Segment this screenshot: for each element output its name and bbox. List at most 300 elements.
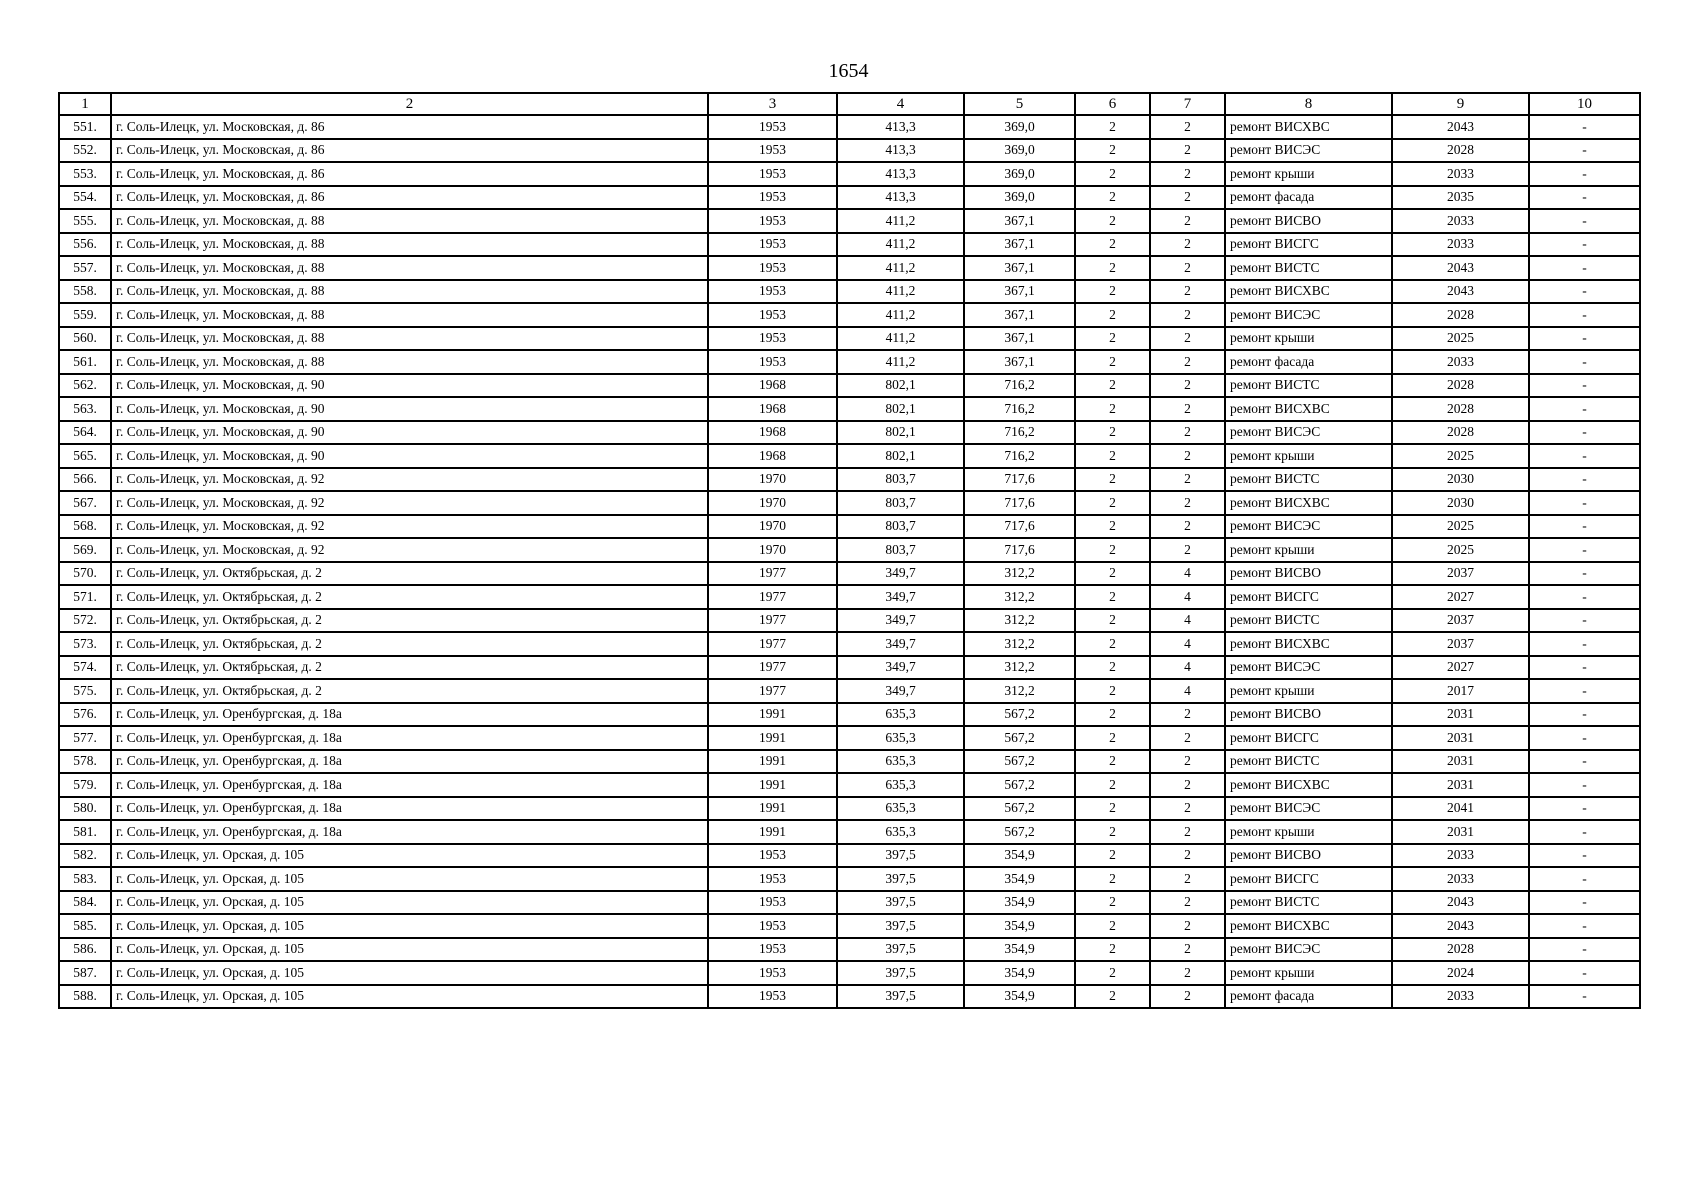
column-header-5: 5 [964, 93, 1075, 115]
cell-row-number: 585. [59, 914, 111, 938]
cell-floors: 2 [1075, 209, 1150, 233]
cell-year-built: 1953 [708, 256, 837, 280]
cell-living-area: 354,9 [964, 985, 1075, 1009]
table-row [59, 726, 1640, 750]
cell-entrances: 2 [1150, 797, 1225, 821]
cell-floors: 2 [1075, 679, 1150, 703]
column-header-10: 10 [1529, 93, 1640, 115]
cell-address: г. Соль-Илецк, ул. Орская, д. 105 [111, 938, 708, 962]
cell-note: - [1529, 632, 1640, 656]
column-header-2: 2 [111, 93, 708, 115]
cell-living-area: 312,2 [964, 632, 1075, 656]
cell-entrances: 2 [1150, 303, 1225, 327]
cell-work-type: ремонт ВИСЭС [1225, 139, 1392, 163]
cell-note: - [1529, 985, 1640, 1009]
cell-work-type: ремонт крыши [1225, 444, 1392, 468]
cell-note: - [1529, 797, 1640, 821]
cell-address: г. Соль-Илецк, ул. Орская, д. 105 [111, 844, 708, 868]
cell-total-area: 803,7 [837, 515, 964, 539]
cell-living-area: 312,2 [964, 656, 1075, 680]
cell-row-number: 567. [59, 491, 111, 515]
cell-year-built: 1968 [708, 397, 837, 421]
cell-living-area: 567,2 [964, 750, 1075, 774]
cell-floors: 2 [1075, 350, 1150, 374]
column-header-3: 3 [708, 93, 837, 115]
column-header-4: 4 [837, 93, 964, 115]
cell-living-area: 717,6 [964, 491, 1075, 515]
table-row [59, 844, 1640, 868]
cell-floors: 2 [1075, 891, 1150, 915]
cell-planned-year: 2025 [1392, 538, 1529, 562]
cell-entrances: 2 [1150, 750, 1225, 774]
cell-row-number: 558. [59, 280, 111, 304]
cell-note: - [1529, 139, 1640, 163]
cell-year-built: 1953 [708, 327, 837, 351]
cell-floors: 2 [1075, 374, 1150, 398]
cell-floors: 2 [1075, 938, 1150, 962]
cell-note: - [1529, 867, 1640, 891]
cell-entrances: 2 [1150, 280, 1225, 304]
cell-address: г. Соль-Илецк, ул. Орская, д. 105 [111, 891, 708, 915]
cell-planned-year: 2035 [1392, 186, 1529, 210]
cell-floors: 2 [1075, 703, 1150, 727]
cell-planned-year: 2028 [1392, 139, 1529, 163]
cell-entrances: 2 [1150, 186, 1225, 210]
cell-living-area: 367,1 [964, 350, 1075, 374]
cell-work-type: ремонт ВИСГС [1225, 726, 1392, 750]
table-row [59, 327, 1640, 351]
cell-row-number: 574. [59, 656, 111, 680]
cell-address: г. Соль-Илецк, ул. Оренбургская, д. 18а [111, 820, 708, 844]
cell-living-area: 367,1 [964, 303, 1075, 327]
cell-work-type: ремонт ВИСТС [1225, 891, 1392, 915]
cell-address: г. Соль-Илецк, ул. Московская, д. 88 [111, 350, 708, 374]
cell-total-area: 411,2 [837, 327, 964, 351]
cell-planned-year: 2028 [1392, 397, 1529, 421]
cell-floors: 2 [1075, 562, 1150, 586]
cell-planned-year: 2037 [1392, 632, 1529, 656]
cell-living-area: 716,2 [964, 397, 1075, 421]
cell-floors: 2 [1075, 303, 1150, 327]
cell-row-number: 556. [59, 233, 111, 257]
cell-total-area: 635,3 [837, 750, 964, 774]
cell-total-area: 397,5 [837, 914, 964, 938]
cell-year-built: 1991 [708, 797, 837, 821]
cell-note: - [1529, 726, 1640, 750]
cell-floors: 2 [1075, 186, 1150, 210]
cell-entrances: 2 [1150, 397, 1225, 421]
cell-address: г. Соль-Илецк, ул. Московская, д. 88 [111, 233, 708, 257]
table-row [59, 233, 1640, 257]
cell-entrances: 2 [1150, 985, 1225, 1009]
cell-note: - [1529, 186, 1640, 210]
cell-entrances: 2 [1150, 421, 1225, 445]
cell-note: - [1529, 374, 1640, 398]
table-row [59, 468, 1640, 492]
cell-living-area: 716,2 [964, 421, 1075, 445]
cell-work-type: ремонт ВИСХВС [1225, 280, 1392, 304]
cell-total-area: 413,3 [837, 162, 964, 186]
cell-address: г. Соль-Илецк, ул. Московская, д. 86 [111, 162, 708, 186]
cell-work-type: ремонт ВИСТС [1225, 750, 1392, 774]
cell-row-number: 582. [59, 844, 111, 868]
cell-year-built: 1991 [708, 820, 837, 844]
cell-row-number: 571. [59, 585, 111, 609]
cell-living-area: 717,6 [964, 515, 1075, 539]
cell-planned-year: 2043 [1392, 280, 1529, 304]
cell-year-built: 1991 [708, 750, 837, 774]
cell-row-number: 561. [59, 350, 111, 374]
cell-floors: 2 [1075, 327, 1150, 351]
cell-work-type: ремонт крыши [1225, 961, 1392, 985]
cell-note: - [1529, 938, 1640, 962]
cell-row-number: 577. [59, 726, 111, 750]
cell-living-area: 567,2 [964, 820, 1075, 844]
cell-entrances: 2 [1150, 350, 1225, 374]
table-row [59, 115, 1640, 139]
cell-note: - [1529, 750, 1640, 774]
table-row [59, 632, 1640, 656]
cell-planned-year: 2033 [1392, 985, 1529, 1009]
cell-entrances: 2 [1150, 938, 1225, 962]
cell-address: г. Соль-Илецк, ул. Октябрьская, д. 2 [111, 632, 708, 656]
cell-note: - [1529, 397, 1640, 421]
cell-living-area: 716,2 [964, 374, 1075, 398]
cell-entrances: 2 [1150, 820, 1225, 844]
cell-work-type: ремонт ВИСЭС [1225, 938, 1392, 962]
cell-note: - [1529, 256, 1640, 280]
cell-living-area: 369,0 [964, 186, 1075, 210]
table-row [59, 186, 1640, 210]
cell-total-area: 397,5 [837, 938, 964, 962]
table-row [59, 750, 1640, 774]
cell-address: г. Соль-Илецк, ул. Московская, д. 88 [111, 280, 708, 304]
cell-note: - [1529, 162, 1640, 186]
table-row [59, 562, 1640, 586]
cell-work-type: ремонт ВИСЭС [1225, 303, 1392, 327]
cell-planned-year: 2028 [1392, 374, 1529, 398]
cell-floors: 2 [1075, 961, 1150, 985]
cell-row-number: 579. [59, 773, 111, 797]
cell-floors: 2 [1075, 139, 1150, 163]
cell-total-area: 803,7 [837, 468, 964, 492]
cell-total-area: 803,7 [837, 491, 964, 515]
cell-entrances: 4 [1150, 562, 1225, 586]
cell-entrances: 4 [1150, 585, 1225, 609]
cell-entrances: 2 [1150, 209, 1225, 233]
cell-planned-year: 2033 [1392, 162, 1529, 186]
page-number: 1654 [828, 60, 869, 82]
cell-row-number: 566. [59, 468, 111, 492]
cell-row-number: 554. [59, 186, 111, 210]
cell-living-area: 312,2 [964, 609, 1075, 633]
cell-note: - [1529, 609, 1640, 633]
cell-planned-year: 2030 [1392, 468, 1529, 492]
cell-year-built: 1970 [708, 468, 837, 492]
cell-year-built: 1968 [708, 374, 837, 398]
cell-note: - [1529, 703, 1640, 727]
cell-work-type: ремонт ВИСВО [1225, 844, 1392, 868]
cell-work-type: ремонт крыши [1225, 327, 1392, 351]
cell-note: - [1529, 679, 1640, 703]
cell-year-built: 1953 [708, 280, 837, 304]
cell-entrances: 2 [1150, 233, 1225, 257]
cell-planned-year: 2028 [1392, 421, 1529, 445]
cell-planned-year: 2033 [1392, 844, 1529, 868]
cell-work-type: ремонт ВИСХВС [1225, 632, 1392, 656]
cell-planned-year: 2028 [1392, 938, 1529, 962]
cell-note: - [1529, 350, 1640, 374]
cell-note: - [1529, 961, 1640, 985]
cell-address: г. Соль-Илецк, ул. Оренбургская, д. 18а [111, 797, 708, 821]
cell-planned-year: 2025 [1392, 515, 1529, 539]
cell-total-area: 349,7 [837, 585, 964, 609]
cell-note: - [1529, 303, 1640, 327]
cell-total-area: 413,3 [837, 186, 964, 210]
cell-total-area: 802,1 [837, 421, 964, 445]
cell-year-built: 1953 [708, 233, 837, 257]
cell-address: г. Соль-Илецк, ул. Московская, д. 86 [111, 115, 708, 139]
cell-note: - [1529, 773, 1640, 797]
cell-living-area: 312,2 [964, 585, 1075, 609]
cell-year-built: 1977 [708, 656, 837, 680]
cell-year-built: 1977 [708, 609, 837, 633]
cell-planned-year: 2037 [1392, 609, 1529, 633]
cell-total-area: 411,2 [837, 350, 964, 374]
cell-year-built: 1977 [708, 562, 837, 586]
cell-year-built: 1991 [708, 726, 837, 750]
cell-work-type: ремонт ВИСЭС [1225, 421, 1392, 445]
cell-work-type: ремонт ВИСВО [1225, 703, 1392, 727]
cell-total-area: 802,1 [837, 444, 964, 468]
cell-address: г. Соль-Илецк, ул. Октябрьская, д. 2 [111, 679, 708, 703]
cell-work-type: ремонт ВИСХВС [1225, 397, 1392, 421]
cell-total-area: 397,5 [837, 844, 964, 868]
cell-planned-year: 2033 [1392, 867, 1529, 891]
table-row [59, 515, 1640, 539]
cell-work-type: ремонт ВИСВО [1225, 562, 1392, 586]
cell-note: - [1529, 656, 1640, 680]
cell-row-number: 575. [59, 679, 111, 703]
cell-entrances: 2 [1150, 444, 1225, 468]
cell-entrances: 2 [1150, 773, 1225, 797]
table-row [59, 679, 1640, 703]
cell-living-area: 312,2 [964, 679, 1075, 703]
cell-row-number: 557. [59, 256, 111, 280]
cell-address: г. Соль-Илецк, ул. Орская, д. 105 [111, 961, 708, 985]
cell-address: г. Соль-Илецк, ул. Орская, д. 105 [111, 867, 708, 891]
cell-work-type: ремонт ВИСЭС [1225, 656, 1392, 680]
cell-row-number: 583. [59, 867, 111, 891]
table-row [59, 867, 1640, 891]
cell-floors: 2 [1075, 820, 1150, 844]
cell-floors: 2 [1075, 773, 1150, 797]
cell-floors: 2 [1075, 280, 1150, 304]
table-row [59, 350, 1640, 374]
cell-total-area: 411,2 [837, 209, 964, 233]
cell-year-built: 1970 [708, 538, 837, 562]
cell-row-number: 588. [59, 985, 111, 1009]
cell-entrances: 2 [1150, 844, 1225, 868]
cell-living-area: 367,1 [964, 233, 1075, 257]
cell-entrances: 2 [1150, 961, 1225, 985]
cell-address: г. Соль-Илецк, ул. Оренбургская, д. 18а [111, 726, 708, 750]
cell-note: - [1529, 562, 1640, 586]
cell-year-built: 1953 [708, 985, 837, 1009]
cell-row-number: 586. [59, 938, 111, 962]
cell-total-area: 349,7 [837, 656, 964, 680]
cell-total-area: 411,2 [837, 303, 964, 327]
cell-row-number: 555. [59, 209, 111, 233]
cell-year-built: 1953 [708, 350, 837, 374]
table-row [59, 280, 1640, 304]
cell-total-area: 635,3 [837, 820, 964, 844]
table-row [59, 491, 1640, 515]
cell-floors: 2 [1075, 914, 1150, 938]
cell-year-built: 1970 [708, 515, 837, 539]
cell-row-number: 551. [59, 115, 111, 139]
cell-planned-year: 2027 [1392, 585, 1529, 609]
cell-total-area: 411,2 [837, 233, 964, 257]
cell-entrances: 2 [1150, 115, 1225, 139]
cell-floors: 2 [1075, 656, 1150, 680]
table-row [59, 585, 1640, 609]
cell-living-area: 367,1 [964, 280, 1075, 304]
cell-planned-year: 2025 [1392, 327, 1529, 351]
cell-year-built: 1953 [708, 891, 837, 915]
cell-row-number: 559. [59, 303, 111, 327]
cell-living-area: 716,2 [964, 444, 1075, 468]
cell-entrances: 2 [1150, 139, 1225, 163]
cell-floors: 2 [1075, 162, 1150, 186]
cell-entrances: 2 [1150, 726, 1225, 750]
cell-total-area: 802,1 [837, 374, 964, 398]
cell-floors: 2 [1075, 985, 1150, 1009]
cell-planned-year: 2030 [1392, 491, 1529, 515]
cell-entrances: 2 [1150, 468, 1225, 492]
cell-row-number: 581. [59, 820, 111, 844]
cell-row-number: 562. [59, 374, 111, 398]
table-row [59, 609, 1640, 633]
cell-planned-year: 2031 [1392, 703, 1529, 727]
table-row [59, 703, 1640, 727]
cell-entrances: 4 [1150, 679, 1225, 703]
cell-entrances: 2 [1150, 891, 1225, 915]
column-header-6: 6 [1075, 93, 1150, 115]
cell-note: - [1529, 585, 1640, 609]
table-row [59, 139, 1640, 163]
cell-year-built: 1968 [708, 444, 837, 468]
cell-address: г. Соль-Илецк, ул. Московская, д. 88 [111, 327, 708, 351]
table-row [59, 209, 1640, 233]
column-header-1: 1 [59, 93, 111, 115]
cell-total-area: 397,5 [837, 867, 964, 891]
cell-planned-year: 2033 [1392, 209, 1529, 233]
cell-note: - [1529, 233, 1640, 257]
cell-row-number: 565. [59, 444, 111, 468]
cell-row-number: 552. [59, 139, 111, 163]
cell-entrances: 2 [1150, 162, 1225, 186]
cell-total-area: 349,7 [837, 562, 964, 586]
cell-floors: 2 [1075, 585, 1150, 609]
cell-address: г. Соль-Илецк, ул. Московская, д. 86 [111, 139, 708, 163]
cell-floors: 2 [1075, 397, 1150, 421]
cell-note: - [1529, 444, 1640, 468]
cell-address: г. Соль-Илецк, ул. Московская, д. 92 [111, 515, 708, 539]
cell-total-area: 802,1 [837, 397, 964, 421]
cell-entrances: 4 [1150, 632, 1225, 656]
cell-living-area: 367,1 [964, 327, 1075, 351]
cell-living-area: 567,2 [964, 703, 1075, 727]
cell-living-area: 717,6 [964, 538, 1075, 562]
table-row [59, 374, 1640, 398]
cell-note: - [1529, 421, 1640, 445]
cell-work-type: ремонт ВИСТС [1225, 609, 1392, 633]
column-header-7: 7 [1150, 93, 1225, 115]
cell-work-type: ремонт ВИСГС [1225, 585, 1392, 609]
cell-work-type: ремонт крыши [1225, 162, 1392, 186]
cell-work-type: ремонт ВИСЭС [1225, 797, 1392, 821]
cell-planned-year: 2033 [1392, 350, 1529, 374]
cell-note: - [1529, 515, 1640, 539]
cell-year-built: 1953 [708, 938, 837, 962]
cell-row-number: 563. [59, 397, 111, 421]
cell-total-area: 635,3 [837, 773, 964, 797]
cell-floors: 2 [1075, 844, 1150, 868]
cell-total-area: 349,7 [837, 679, 964, 703]
cell-floors: 2 [1075, 233, 1150, 257]
cell-work-type: ремонт ВИСВО [1225, 209, 1392, 233]
cell-floors: 2 [1075, 632, 1150, 656]
cell-planned-year: 2041 [1392, 797, 1529, 821]
cell-work-type: ремонт ВИСХВС [1225, 115, 1392, 139]
cell-work-type: ремонт крыши [1225, 820, 1392, 844]
cell-work-type: ремонт фасада [1225, 350, 1392, 374]
cell-year-built: 1977 [708, 632, 837, 656]
cell-living-area: 369,0 [964, 162, 1075, 186]
cell-planned-year: 2037 [1392, 562, 1529, 586]
cell-total-area: 349,7 [837, 609, 964, 633]
cell-living-area: 717,6 [964, 468, 1075, 492]
cell-address: г. Соль-Илецк, ул. Московская, д. 90 [111, 374, 708, 398]
cell-total-area: 349,7 [837, 632, 964, 656]
column-header-8: 8 [1225, 93, 1392, 115]
cell-living-area: 354,9 [964, 867, 1075, 891]
cell-address: г. Соль-Илецк, ул. Оренбургская, д. 18а [111, 750, 708, 774]
cell-work-type: ремонт крыши [1225, 679, 1392, 703]
cell-planned-year: 2031 [1392, 773, 1529, 797]
cell-planned-year: 2024 [1392, 961, 1529, 985]
cell-entrances: 2 [1150, 515, 1225, 539]
cell-total-area: 413,3 [837, 115, 964, 139]
table-row [59, 656, 1640, 680]
cell-planned-year: 2043 [1392, 256, 1529, 280]
cell-note: - [1529, 115, 1640, 139]
cell-year-built: 1977 [708, 679, 837, 703]
cell-planned-year: 2033 [1392, 233, 1529, 257]
cell-living-area: 354,9 [964, 844, 1075, 868]
cell-entrances: 4 [1150, 609, 1225, 633]
cell-work-type: ремонт ВИСТС [1225, 374, 1392, 398]
table-row [59, 914, 1640, 938]
cell-year-built: 1991 [708, 773, 837, 797]
cell-entrances: 4 [1150, 656, 1225, 680]
cell-floors: 2 [1075, 256, 1150, 280]
cell-row-number: 573. [59, 632, 111, 656]
cell-row-number: 569. [59, 538, 111, 562]
cell-planned-year: 2031 [1392, 820, 1529, 844]
cell-work-type: ремонт ВИСХВС [1225, 914, 1392, 938]
